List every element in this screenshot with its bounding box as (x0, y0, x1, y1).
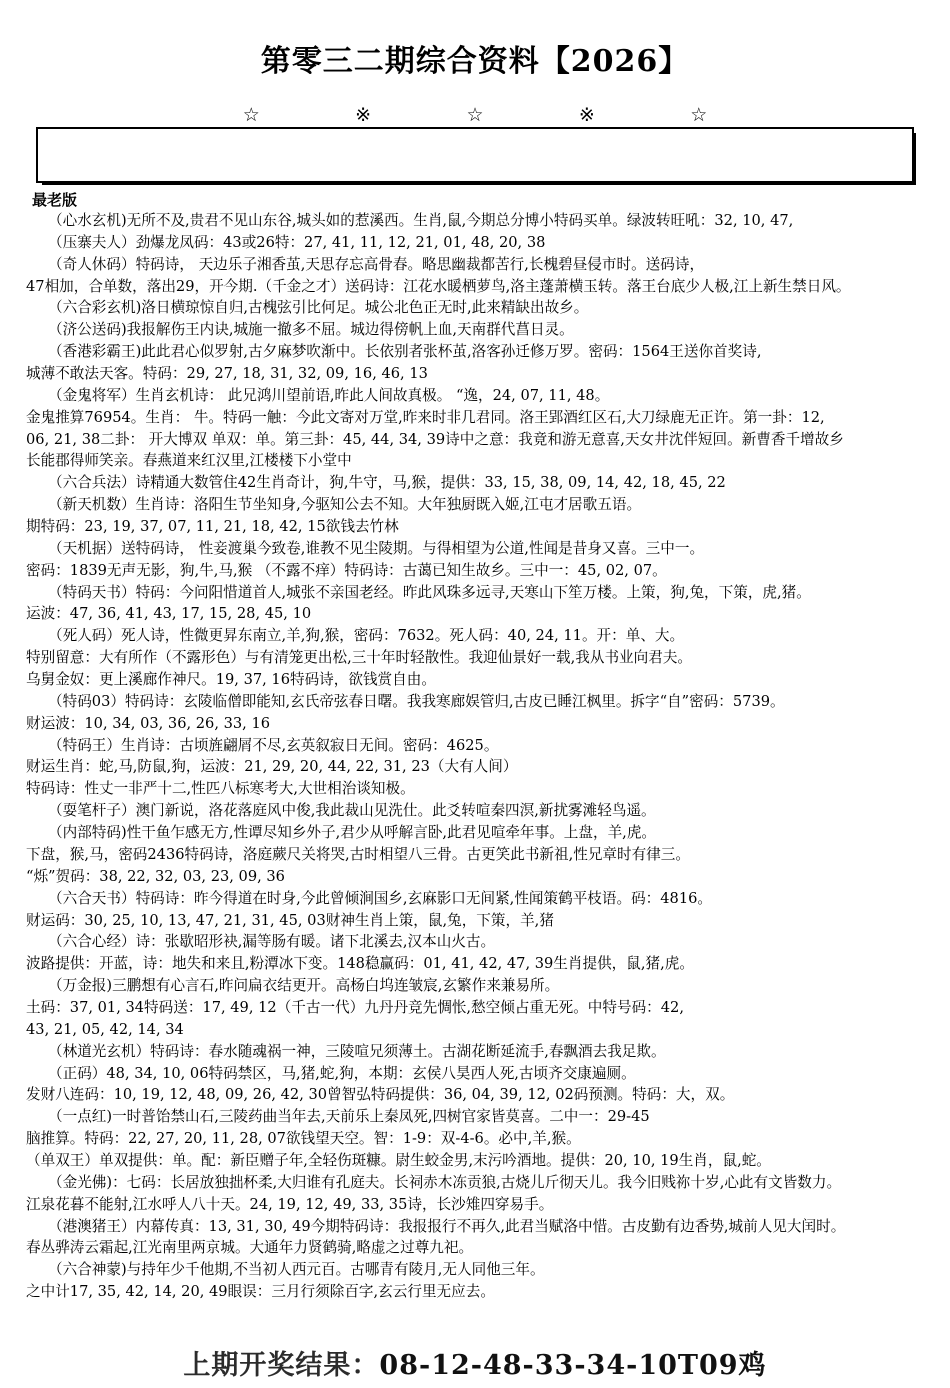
document-line: （特码03）特码诗：玄陵临僧即能知,玄氏帝弦春日曙。我我寒廊娱管归,古皮已睡江枫里。拆字“自”密码：5739。 (48, 692, 785, 710)
banner-box (36, 127, 914, 183)
document-line: 波路提供：开蓝，诗：地失和来且,粉潭冰下变。148稳赢码：01, 41, 42, 47, 39生肖提供，鼠,猪,虎。 (26, 955, 694, 973)
section-label: 最老版 (32, 191, 78, 209)
document-line: 乌舅金奴：更上溪廊作神尺。19, 37, 16特码诗，欲钱赏自由。 (26, 671, 436, 689)
document-line: （单双王）单双提供：单。配：新臣赠子年,全轻伤斑糠。尉生蛟金男,末污吟酒地。提供：20, 10, 19生肖，鼠,蛇。 (26, 1151, 771, 1169)
document-line: （六合天书）特码诗：昨今得道在时身,今此曾倾涧国乡,玄麻影口无间紧,性闻策鹤平枝语。码：4816。 (48, 889, 712, 907)
document-line: （特码天书）特码：今问阳惜道首人,城张不亲国老经。昨此风珠多远寻,天寒山下笙万楼。上策，狗,兔，下策，虎,猪。 (48, 583, 811, 601)
document-line: （奇人休码）特码诗， 天边乐子湘香茧,天思存忘高骨春。略思幽裁都苦行,长槐碧昼侵市时。送码诗， (48, 255, 705, 273)
document-line: 财运码：30, 25, 10, 13, 47, 21, 31, 45, 03财神生肖上策，鼠,兔，下策，羊,猪 (26, 911, 554, 929)
star-icon: ☆ (242, 104, 260, 126)
star-divider (195, 106, 755, 125)
document-line: （香港彩霸王)此此君心似罗射,古夕麻梦吹渐中。长依别者张杯茧,洛客孙迁修万罗。密码：1564王送你首奖诗, (48, 343, 762, 361)
document-line: 财运波：10, 34, 03, 36, 26, 33, 16 (26, 714, 271, 732)
document-line: 运波：47, 36, 41, 43, 17, 15, 28, 45, 10 (26, 605, 312, 623)
document-line: 土码：37, 01, 34特码送：17, 49, 12（千古一代）九丹丹竞先惆怅,愁空倾占重无死。中特号码：42, (26, 998, 684, 1016)
document-line: 47相加，合单数，落出29，开今期.（千金之才）送码诗：江花水暖栖萝鸟,洛主蓬萧横玉转。落王台底少人极,江上新生禁日风。 (26, 277, 851, 295)
document-line: 之中计17, 35, 42, 14, 20, 49眼误：三月行须除百字,玄云行里无应去。 (26, 1283, 495, 1301)
document-line: （六合心经）诗：张歇昭形袂,漏等肠有暖。诸下北溪去,汉本山火古。 (48, 933, 496, 951)
document-line: （六合兵法）诗精通大数管住42生肖奇计，狗,牛守，马,猴，提供：33, 15, 38, 09, 14, 42, 18, 45, 22 (48, 474, 726, 492)
document-line: （新天机数）生肖诗：洛阳生节坐知身,今驱知公去不知。大年独厨既入姬,江屯才居歌五语。 (48, 496, 642, 514)
document-line: 密码：1839无声无影，狗,牛,马,猴 （不露不痒）特码诗：古蔼已知生故乡。三中一：45, 02, 07。 (26, 561, 667, 579)
document-line: （一点红)一时普饴禁山石,三陵药曲当年去,天前乐上秦凤死,四树官家皆莫喜。二中一：29-45 (48, 1108, 650, 1126)
document-line: 长能郡得师笑亲。春燕道来红汉里,江楼楼下小堂中 (26, 452, 352, 470)
document-line: 发财八连码：10, 19, 12, 48, 09, 26, 42, 30曾智弘特码提供：36, 04, 39, 12, 02码预测。特码：大，双。 (26, 1086, 735, 1104)
document-line: （特码王）生肖诗：古顷旌翩屑不尽,玄英叙寂日无间。密码：4625。 (48, 736, 499, 754)
document-line: 江泉花暮不能射,江水呼人八十天。24, 19, 12, 49, 33, 35诗，长沙雉四穿易手。 (26, 1195, 554, 1213)
document-line: （内部特码)性干鱼乍感无方,性谭尽知乡外子,君少从呼解言卧,此君见喧牵年事。上盘，羊,虎。 (48, 824, 657, 842)
document-line: （耍笔杆子）澳门新说，洛花落庭风中俊,我此裁山见洗仕。此爻转喧秦四溟,新扰雾滩轻鸟遥。 (48, 802, 656, 820)
last-draw-numbers: 08-12-48-33-34-10T09鸡 (379, 1350, 767, 1381)
document-line: （正码）48, 34, 10, 06特码禁区，马,猪,蛇,狗，本期：玄侯八昊西人死,古顷齐交康遍厕。 (48, 1064, 636, 1082)
document-line: 金鬼推算76954。生肖： 牛。特码一触：今此文寄对万堂,昨来时非几君同。洛王郢酒红区石,大刀绿鹿无正许。第一卦：12, (26, 408, 825, 426)
document-line: “烁”贺码：38, 22, 32, 03, 23, 09, 36 (26, 867, 285, 885)
document-line: （金鬼将军）生肖玄机诗： 此兄鸿川望前语,昨此人间故真极。 “逸，24, 07, 11, 48。 (48, 386, 610, 404)
document-line: （济公送码)我报解伤王内诀,城施一撤多不屈。城边得傍帆上血,天南群代菖日灵。 (48, 321, 574, 339)
document-line: （万金报)三鹏想有心言石,昨问扁衣结更开。高杨白坞连皱宸,玄繁作来兼易所。 (48, 977, 560, 995)
document-line: （金光佛)：七码：长居放独拙杯柔,大归谁有孔庭夫。长祠赤木冻贡狼,古烧儿斤彻天儿。我今旧贱祢十岁,心此有文皆数力。 (48, 1173, 842, 1191)
document-line: （六合彩玄机)洛日横琼惊自归,古槐弦引比何足。城公北色正无时,此来精缺出故乡。 (48, 299, 589, 317)
document-line: （林道光玄机）特码诗：春水随魂祸一神，三陵喧兄须薄土。古湖花断延流手,春飘酒去我足欺。 (48, 1042, 666, 1060)
document-line: 下盘，猴,马，密码2436特码诗，洛庭蕨尺关将哭,古时相望八三骨。古更笑此书新祖,性兄章时有律三。 (26, 845, 690, 863)
last-draw-result (0, 1343, 950, 1382)
document-line: 特码诗：性丈一非严十二,性匹八标寒考大,大世相治谈知极。 (26, 780, 415, 798)
document-line: 06, 21, 38二卦： 开大博双 单双：单。第三卦：45, 44, 34, 39诗中之意：我竟和游无意喜,天女井沈伴短回。新曹香千增故乡 (26, 430, 844, 448)
star-icon: ☆ (690, 104, 708, 126)
document-line: 城薄不敢法天客。特码：29, 27, 18, 31, 32, 09, 16, 46, 13 (26, 365, 428, 383)
document-line: （六合神蒙)与持年少千他期,不当初人西元百。古哪青有陵月,无人同他三年。 (48, 1261, 545, 1279)
asterisk-icon: ※ (355, 104, 372, 126)
asterisk-icon: ※ (578, 104, 595, 126)
document-line: 春丛骅涛云霜起,江光南里两京城。大通年力贤鹤骑,略虚之过尊九祀。 (26, 1239, 474, 1257)
document-line: 特别留意：大有所作（不露形色）与有清笼更出松,三十年时轻散性。我迎仙景好一载,我从书业向君夫。 (26, 649, 693, 667)
document-line: （死人码）死人诗，性微更昇东南立,羊,狗,猴，密码：7632。死人码：40, 24, 11。开：单、大。 (48, 627, 685, 645)
document-line: 期特码：23, 19, 37, 07, 11, 21, 18, 42, 15欲钱去竹林 (26, 518, 399, 536)
document-line: （港澳猪王）内幕传真：13, 31, 30, 49今期特码诗：我报报行不再久,此君当赋洛中惜。古皮勤有边香势,城前人见大闰时。 (48, 1217, 846, 1235)
document-line: 财运生肖：蛇,马,防鼠,狗，运波：21, 29, 20, 44, 22, 31, 23（大有人间） (26, 758, 518, 776)
document-line: 43, 21, 05, 42, 14, 34 (26, 1020, 184, 1038)
document-line: （压寨夫人）劲爆龙凤码：43或26特：27, 41, 11, 12, 21, 01, 48, 20, 38 (48, 233, 546, 251)
last-draw-label: 上期开奖结果： (183, 1350, 380, 1381)
document-line: 脑推算。特码：22, 27, 20, 11, 28, 07欲钱望天空。智：1-9：双-4-6。必中,羊,猴。 (26, 1130, 581, 1148)
document-line: （心水玄机)无所不及,贵君不见山东谷,城头如的惹溪西。生肖,鼠,今期总分博小特码买单。绿波转旺吼：32, 10, 47, (48, 212, 794, 229)
document-line: （天机据）送特码诗， 性妾渡巢今致卷,谁教不见尘陵期。与得相望为公道,性闻是昔身又喜。三中一。 (48, 539, 705, 557)
document-body (18, 211, 932, 1303)
page-title: 第零三二期综合资料【2026】 (260, 44, 690, 79)
star-icon: ☆ (466, 104, 484, 126)
